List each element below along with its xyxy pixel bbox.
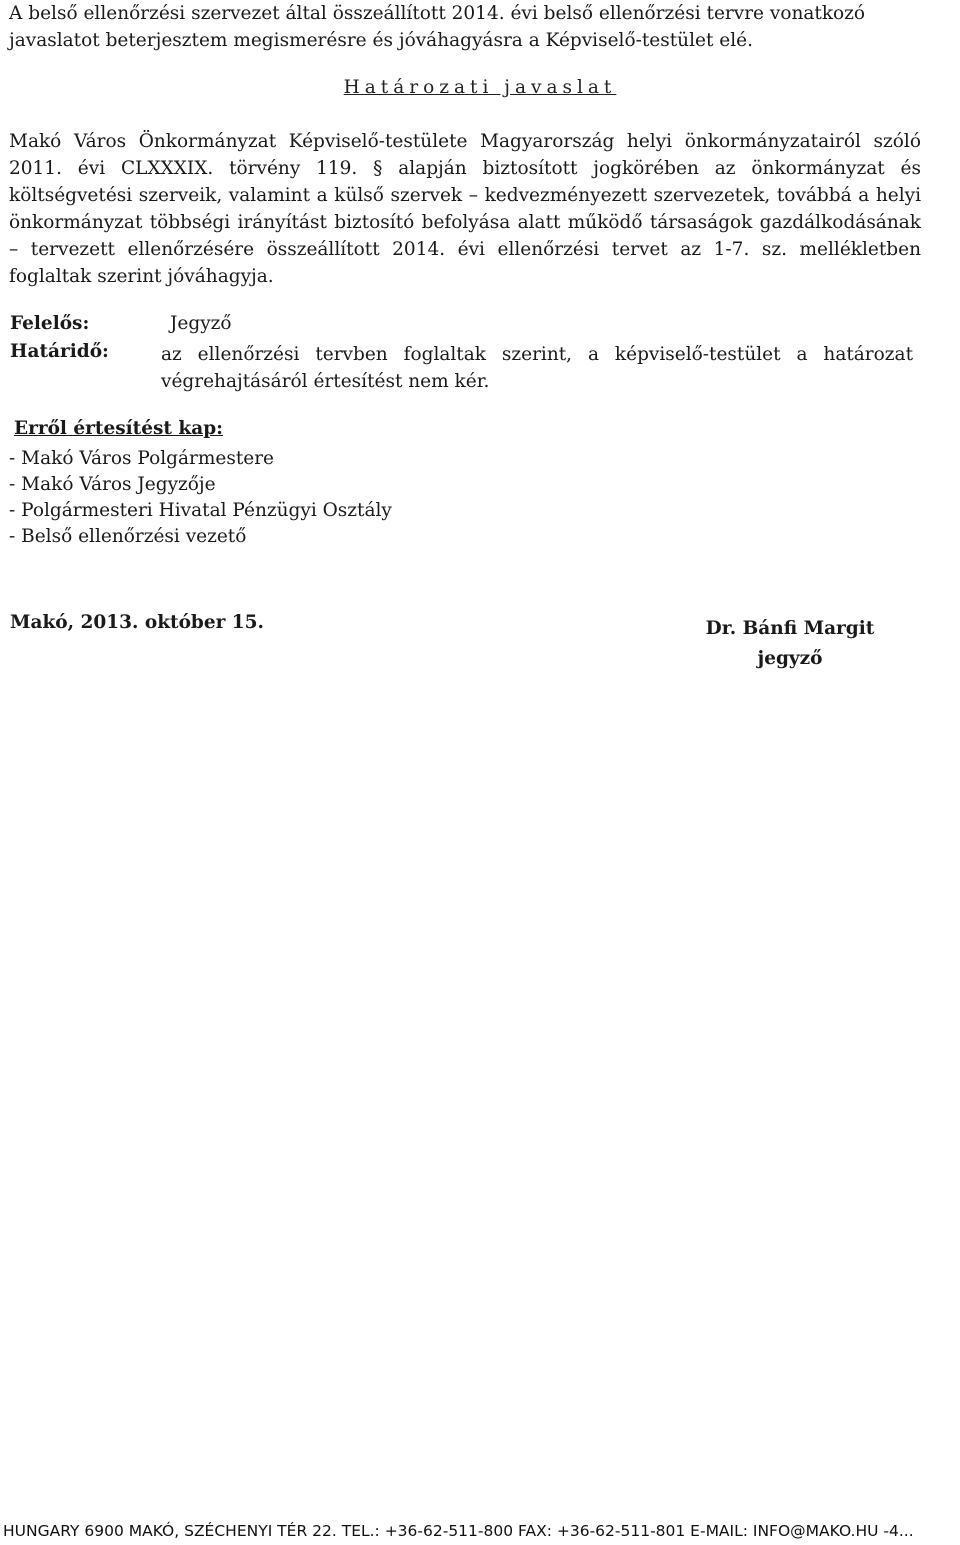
recipient-item: - Belső ellenőrzési vezető bbox=[9, 526, 247, 547]
responsible-value: Jegyző bbox=[170, 313, 232, 334]
responsible-label: Felelős: bbox=[10, 313, 90, 334]
recipients-list bbox=[9, 446, 392, 550]
signer-name: Dr. Bánfi Margit bbox=[705, 618, 875, 639]
signer-block bbox=[690, 614, 890, 674]
recipient-item: - Makó Város Polgármestere bbox=[9, 448, 275, 469]
footer-contact: HUNGARY 6900 MAKÓ, SZÉCHENYI TÉR 22. TEL.: +36-62-511-800 FAX: +36-62-511-801 E-MAIL: INFO@MAKO.HU -4... bbox=[3, 1522, 914, 1540]
recipient-item: - Polgármesteri Hivatal Pénzügyi Osztály bbox=[9, 500, 392, 521]
recipient-item: - Makó Város Jegyzője bbox=[9, 474, 216, 495]
signer-title: jegyző bbox=[757, 648, 823, 669]
intro-paragraph: A belső ellenőrzési szervezet által összeállított 2014. évi belső ellenőrzési tervre vonatkozó javaslatot beterjesztem megismerésre és jóváhagyásra a Képviselő-testület elé. bbox=[9, 3, 866, 51]
resolution-body: Makó Város Önkormányzat Képviselő-testülete Magyarország helyi önkormányzatairól szóló 2011. évi CLXXXIX. törvény 119. § alapján biztosított jogkörében az önkormányzat és költségvetési szerveik, valamint a külső szervek – kedvezményezett szervezetek, továbbá a helyi önkormányzat többségi irányítást biztosító befolyása alatt működő társaságok gazdálkodásának – tervezett ellenőrzésére összeállított 2014. évi ellenőrzési tervet az 1-7. sz. mellékletben foglaltak szerint jóváhagyja. bbox=[9, 131, 921, 287]
deadline-label: Határidő: bbox=[10, 341, 109, 362]
recipients-title: Erről értesítést kap: bbox=[14, 418, 223, 439]
place-date: Makó, 2013. október 15. bbox=[10, 612, 264, 633]
deadline-value: az ellenőrzési tervben foglaltak szerint, a képviselő-testület a határozat végrehajtásáról értesítést nem kér. bbox=[161, 344, 913, 392]
resolution-title: Határozati javaslat bbox=[343, 77, 617, 98]
